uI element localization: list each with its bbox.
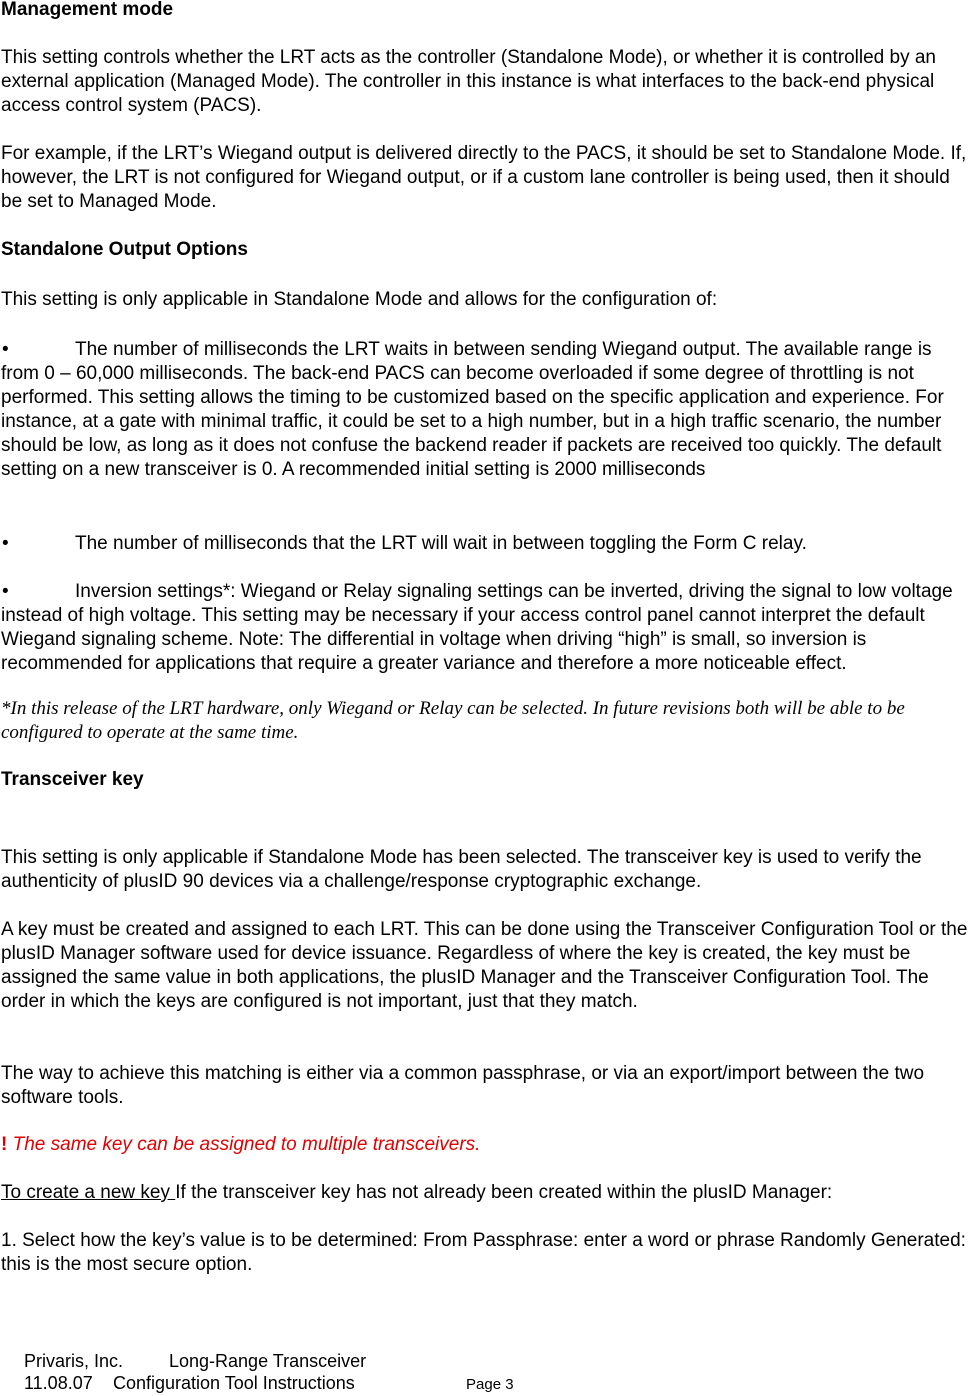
footer-page-number: Page 3	[466, 1376, 514, 1393]
heading-standalone-output: Standalone Output Options	[1, 239, 248, 260]
note-text: The same key can be assigned to multiple transceivers.	[7, 1134, 481, 1155]
paragraph-management-1: This setting controls whether the LRT acts as the controller (Standalone Mode), or whether it is controlled by an external application (Managed Mode). The controller in this instance is what interfaces to the back-end physical access control system (PACS).	[1, 47, 936, 116]
note-same-key	[1, 1133, 969, 1157]
bullet-icon: •	[2, 339, 9, 360]
paragraph-standalone-intro: This setting is only applicable in Standalone Mode and allows for the configuration of:	[1, 289, 718, 310]
heading-management-mode: Management mode	[1, 0, 174, 20]
paragraph-key-3: The way to achieve this matching is either via a common passphrase, or via an export/import between the two software tools.	[1, 1063, 925, 1108]
bullet-icon: •	[2, 533, 9, 554]
exclamation-icon: !	[1, 1134, 8, 1155]
bullet-text: The number of milliseconds that the LRT will wait in between toggling the Form C relay.	[75, 533, 807, 554]
bullet-item	[1, 580, 969, 676]
footer-date: 11.08.07	[24, 1373, 93, 1393]
footer-company: Privaris, Inc.	[24, 1351, 124, 1371]
bullet-item	[1, 338, 969, 482]
create-key-text: If the transceiver key has not already been created within the plusID Manager:	[175, 1182, 833, 1203]
paragraph-key-1: This setting is only applicable if Standalone Mode has been selected. The transceiver key is used to verify the authenticity of plusID 90 devices via a challenge/response cryptographic exchange.	[1, 847, 922, 892]
bullet-icon: •	[2, 581, 9, 602]
footer-doc-title: Configuration Tool Instructions	[113, 1373, 355, 1393]
bullet-item	[1, 532, 969, 556]
step-1: 1. Select how the key’s value is to be determined: From Passphrase: enter a word or phrase Randomly Generated: this is the most secure option.	[1, 1230, 966, 1275]
footer-product: Long-Range Transceiver	[169, 1351, 367, 1371]
footnote-inversion: *In this release of the LRT hardware, only Wiegand or Relay can be selected. In future revisions both will be able to be configured to operate at the same time.	[1, 698, 905, 743]
bullet-text: The number of milliseconds the LRT waits in between sending Wiegand output. The available range is from 0 – 60,000 milliseconds. The back-end PACS can become overloaded if some degree of throttling is not performed. This setting allows the timing to be customized based on the specific application and experience. For instance, at a gate with minimal traffic, it could be set to a high number, but in a high traffic scenario, the number should be low, as long as it does not confuse the backend reader if packets are received too quickly. The default setting on a new transceiver is 0. A recommended initial setting is 2000 milliseconds	[1, 339, 944, 480]
heading-transceiver-key: Transceiver key	[1, 769, 144, 790]
paragraph-key-2: A key must be created and assigned to each LRT. This can be done using the Transceiver Configuration Tool or the plusID Manager software used for device issuance. Regardless of where the key is created, the key must be assigned the same value in both applications, the plusID Manager and the Transceiver Configuration Tool. The order in which the keys are configured is not important, just that they match.	[1, 919, 968, 1012]
paragraph-management-2: For example, if the LRT’s Wiegand output is delivered directly to the PACS, it should be set to Standalone Mode. If, however, the LRT is not configured for Wiegand output, or if a custom lane controller is being used, then it should be set to Managed Mode.	[1, 143, 967, 212]
bullet-text: Inversion settings*: Wiegand or Relay signaling settings can be inverted, driving the signal to low voltage instead of high voltage. This setting may be necessary if your access control panel cannot interpret the default Wiegand signaling scheme. Note: The differential in voltage when driving “high” is small, so inversion is recommended for applications that require a greater variance and therefore a more noticeable effect.	[1, 581, 953, 674]
create-key-link[interactable]: To create a new key	[1, 1182, 176, 1203]
paragraph-create-key	[1, 1181, 969, 1205]
